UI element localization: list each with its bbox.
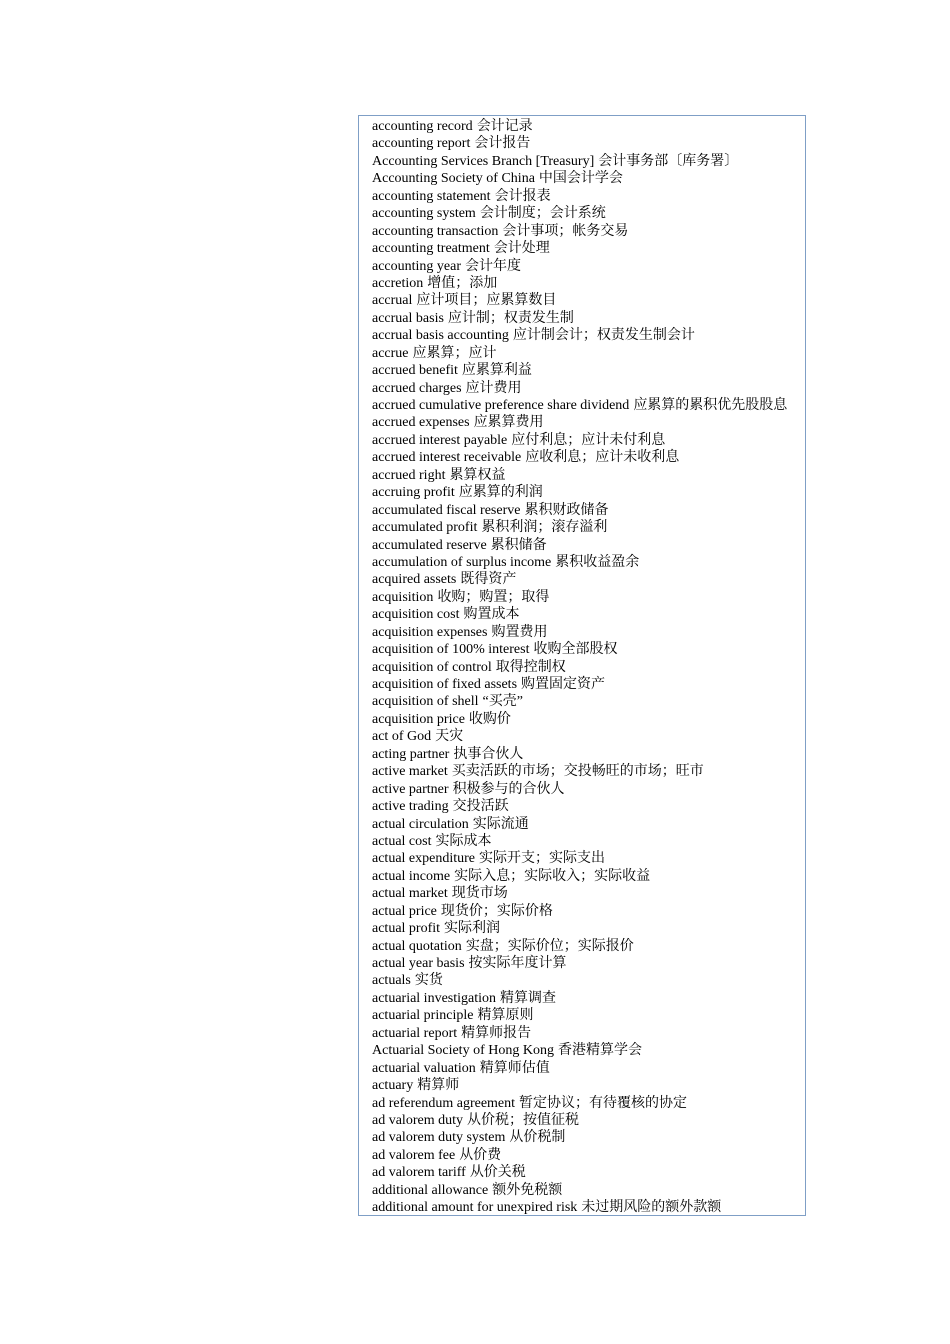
entry-chinese-term: 会计报告	[474, 136, 531, 152]
entry-chinese-term: 买卖活跃的市场；交投畅旺的市场；旺市	[451, 764, 704, 780]
glossary-entry	[372, 240, 805, 257]
entry-english-term: actual profit	[372, 921, 441, 937]
entry-chinese-term: 实际流通	[472, 816, 529, 832]
entry-english-term: accrued right	[372, 467, 446, 483]
entry-english-term: acquisition of control	[372, 659, 492, 675]
entry-english-term: accounting statement	[372, 188, 491, 204]
entry-chinese-term: 积极参与的合伙人	[452, 781, 565, 797]
entry-english-term: actual quotation	[372, 938, 462, 954]
entry-chinese-term: 应计制；权责发生制	[447, 310, 574, 326]
entry-chinese-term: 从价税；按值征税	[466, 1112, 579, 1128]
entry-chinese-term: 应累算；应计	[412, 345, 497, 361]
glossary-entry	[372, 135, 805, 152]
entry-english-term: acquisition price	[372, 711, 465, 727]
glossary-entry	[372, 589, 805, 606]
glossary-entry	[372, 816, 805, 833]
glossary-entry	[372, 432, 805, 449]
glossary-entry	[372, 275, 805, 292]
entry-chinese-term: 会计记录	[476, 119, 533, 134]
entry-english-term: additional allowance	[372, 1182, 489, 1198]
entry-chinese-term: 中国会计学会	[538, 171, 623, 187]
entry-english-term: active trading	[372, 799, 449, 815]
entry-english-term: ad valorem fee	[372, 1147, 456, 1163]
entry-chinese-term: 应收利息；应计未收利息	[525, 450, 680, 466]
entry-chinese-term: 交投活跃	[452, 799, 509, 815]
entry-chinese-term: 收购价	[468, 711, 511, 727]
glossary-entry	[372, 1129, 805, 1146]
entry-chinese-term: 实际入息；实际收入；实际收益	[454, 868, 651, 884]
entry-chinese-term: 增值；添加	[427, 275, 498, 291]
entry-chinese-term: “买壳”	[482, 694, 523, 710]
entry-english-term: accrued charges	[372, 380, 462, 396]
entry-english-term: accrued cumulative preference share dividend	[372, 398, 630, 413]
entry-chinese-term: 应累算的利润	[458, 485, 543, 501]
entry-english-term: accrued interest receivable	[372, 450, 522, 466]
entry-english-term: accrued interest payable	[372, 432, 508, 448]
glossary-entry	[372, 1095, 805, 1112]
entry-chinese-term: 购置固定资产	[521, 677, 606, 692]
entry-english-term: accruing profit	[372, 485, 455, 501]
entry-chinese-term: 实货	[414, 973, 443, 989]
entry-chinese-term: 会计制度；会计系统	[479, 206, 606, 222]
entry-english-term: accounting transaction	[372, 223, 499, 239]
entry-chinese-term: 天灾	[435, 729, 464, 745]
glossary-entry	[372, 380, 805, 397]
entry-english-term: accounting record	[372, 119, 473, 134]
glossary-entry	[372, 728, 805, 745]
entry-chinese-term: 从价关税	[469, 1165, 526, 1181]
glossary-entry	[372, 1164, 805, 1181]
entry-english-term: accounting year	[372, 258, 462, 274]
glossary-entry	[372, 554, 805, 571]
entry-chinese-term: 应计项目；应累算数目	[416, 293, 557, 309]
glossary-entry	[372, 1182, 805, 1199]
entry-chinese-term: 会计处理	[493, 241, 550, 257]
entry-english-term: accumulated profit	[372, 520, 478, 536]
entry-english-term: accounting system	[372, 206, 476, 222]
glossary-entry	[372, 641, 805, 658]
entry-english-term: actuary	[372, 1078, 414, 1094]
glossary-entry	[372, 310, 805, 327]
entry-english-term: ad valorem tariff	[372, 1165, 466, 1181]
entry-english-term: accounting treatment	[372, 241, 490, 257]
glossary-entry	[372, 571, 805, 588]
entry-english-term: actuarial report	[372, 1025, 458, 1041]
entry-chinese-term: 购置费用	[491, 624, 548, 640]
entry-chinese-term: 会计年度	[465, 258, 522, 274]
glossary-entry	[372, 170, 805, 187]
glossary-entry	[372, 327, 805, 344]
entry-english-term: accrued expenses	[372, 415, 470, 431]
entry-chinese-term: 应计费用	[465, 380, 522, 396]
glossary-entry	[372, 1025, 805, 1042]
entry-chinese-term: 实际利润	[444, 921, 501, 937]
entry-english-term: actual cost	[372, 833, 432, 849]
glossary-entry	[372, 1077, 805, 1094]
entry-english-term: actual market	[372, 886, 448, 902]
entry-english-term: actual income	[372, 868, 451, 884]
entry-english-term: Accounting Society of China	[372, 171, 535, 187]
glossary-entry	[372, 345, 805, 362]
glossary-entry	[372, 972, 805, 989]
entry-chinese-term: 应累算的累积优先股股息	[633, 398, 788, 413]
entry-chinese-term: 精算原则	[477, 1008, 534, 1024]
glossary-entry	[372, 537, 805, 554]
entry-chinese-term: 现货市场	[451, 886, 508, 902]
glossary-entry	[372, 763, 805, 780]
entry-chinese-term: 购置成本	[463, 607, 520, 623]
entry-english-term: actual price	[372, 903, 437, 919]
entry-english-term: acquisition cost	[372, 607, 460, 623]
glossary-entry	[372, 223, 805, 240]
entry-chinese-term: 取得控制权	[495, 659, 566, 675]
entry-english-term: ad referendum agreement	[372, 1095, 516, 1111]
glossary-entry	[372, 711, 805, 728]
glossary-entry	[372, 1060, 805, 1077]
glossary-entry	[372, 868, 805, 885]
entry-chinese-term: 实盘；实际价位；实际报价	[465, 938, 634, 954]
glossary-entry	[372, 1007, 805, 1024]
entry-chinese-term: 精算师	[417, 1078, 460, 1094]
entry-english-term: accumulation of surplus income	[372, 554, 552, 570]
glossary-entry	[372, 1112, 805, 1129]
entry-chinese-term: 收购全部股权	[533, 642, 618, 658]
entry-chinese-term: 现货价；实际价格	[440, 903, 553, 919]
entry-english-term: acquisition	[372, 589, 434, 605]
glossary-entry	[372, 292, 805, 309]
entry-english-term: active partner	[372, 781, 449, 797]
entry-chinese-term: 应累算费用	[473, 415, 544, 431]
glossary-entry	[372, 781, 805, 798]
glossary-entry	[372, 414, 805, 431]
glossary-entry	[372, 938, 805, 955]
glossary-entry	[372, 920, 805, 937]
entry-chinese-term: 实际成本	[435, 833, 492, 849]
entry-english-term: actuarial valuation	[372, 1060, 476, 1076]
entry-chinese-term: 精算师估值	[479, 1060, 550, 1076]
entry-english-term: ad valorem duty system	[372, 1130, 506, 1146]
entry-english-term: additional amount for unexpired risk	[372, 1200, 578, 1216]
entry-chinese-term: 从价税制	[509, 1130, 566, 1146]
entry-chinese-term: 执事合伙人	[453, 746, 524, 762]
entry-chinese-term: 按实际年度计算	[468, 956, 567, 971]
glossary-box	[358, 115, 806, 1216]
glossary-entry	[372, 153, 805, 170]
entry-chinese-term: 香港精算学会	[557, 1043, 642, 1059]
glossary-entry	[372, 258, 805, 275]
glossary-entry	[372, 833, 805, 850]
entry-english-term: active market	[372, 764, 448, 780]
entry-english-term: acquisition of fixed assets	[372, 677, 518, 692]
glossary-entry	[372, 205, 805, 222]
entry-english-term: acting partner	[372, 746, 450, 762]
glossary-entry	[372, 519, 805, 536]
entry-english-term: accretion	[372, 275, 424, 291]
entry-english-term: accrual basis accounting	[372, 328, 509, 344]
glossary-entry	[372, 188, 805, 205]
entry-chinese-term: 收购；购置；取得	[437, 589, 550, 605]
glossary-entry	[372, 502, 805, 519]
glossary-entry	[372, 362, 805, 379]
entry-chinese-term: 精算师报告	[461, 1025, 532, 1041]
glossary-entry	[372, 903, 805, 920]
entry-chinese-term: 会计事项；帐务交易	[502, 223, 629, 239]
entry-english-term: accumulated reserve	[372, 537, 487, 553]
entry-english-term: Accounting Services Branch [Treasury]	[372, 153, 595, 169]
entry-english-term: accounting report	[372, 136, 471, 152]
entry-english-term: ad valorem duty	[372, 1112, 463, 1128]
glossary-entry	[372, 885, 805, 902]
entry-chinese-term: 累算权益	[449, 467, 506, 483]
entry-chinese-term: 累积利润；滚存溢利	[481, 520, 608, 536]
entry-english-term: actuals	[372, 973, 411, 989]
entry-chinese-term: 应累算利益	[461, 363, 532, 379]
entry-english-term: actual year basis	[372, 956, 465, 971]
glossary-entry	[372, 484, 805, 501]
entry-english-term: accrue	[372, 345, 409, 361]
glossary-entry	[372, 693, 805, 710]
entry-english-term: accrual	[372, 293, 413, 309]
entry-english-term: acquisition of shell	[372, 694, 479, 710]
entry-chinese-term: 从价费	[459, 1147, 502, 1163]
entry-english-term: act of God	[372, 729, 432, 745]
entry-english-term: acquisition of 100% interest	[372, 642, 530, 658]
glossary-entry	[372, 118, 805, 135]
entry-chinese-term: 累积财政储备	[524, 502, 609, 518]
glossary-entry	[372, 467, 805, 484]
glossary-entry	[372, 955, 805, 972]
entry-chinese-term: 累积收益盈余	[555, 554, 640, 570]
entry-english-term: accrual basis	[372, 310, 444, 326]
entry-english-term: actuarial investigation	[372, 990, 497, 1006]
entry-english-term: Actuarial Society of Hong Kong	[372, 1043, 554, 1059]
entry-english-term: actuarial principle	[372, 1008, 474, 1024]
glossary-entry	[372, 659, 805, 676]
entry-chinese-term: 精算调查	[500, 990, 557, 1006]
entry-chinese-term: 应付利息；应计未付利息	[511, 432, 666, 448]
glossary-entry	[372, 676, 805, 693]
entry-chinese-term: 会计报表	[494, 188, 551, 204]
entry-english-term: actual circulation	[372, 816, 469, 832]
entry-english-term: acquisition expenses	[372, 624, 488, 640]
entry-chinese-term: 未过期风险的额外款额	[581, 1200, 722, 1216]
glossary-entry	[372, 397, 805, 414]
glossary-entry	[372, 1199, 805, 1216]
glossary-entry	[372, 449, 805, 466]
glossary-entry	[372, 990, 805, 1007]
entry-english-term: accumulated fiscal reserve	[372, 502, 521, 518]
entry-chinese-term: 累积储备	[490, 537, 547, 553]
entry-english-term: accrued benefit	[372, 363, 458, 379]
glossary-entry	[372, 798, 805, 815]
glossary-entry	[372, 624, 805, 641]
entry-chinese-term: 暂定协议；有待覆核的协定	[519, 1095, 688, 1111]
entry-chinese-term: 实际开支；实际支出	[479, 851, 606, 867]
glossary-entry	[372, 1042, 805, 1059]
entry-english-term: actual expenditure	[372, 851, 476, 867]
glossary-entry	[372, 606, 805, 623]
entry-english-term: acquired assets	[372, 572, 457, 588]
entry-chinese-term: 应计制会计；权责发生制会计	[512, 328, 695, 344]
entry-chinese-term: 额外免税额	[492, 1182, 563, 1198]
entry-chinese-term: 会计事务部〔库务署〕	[598, 153, 739, 169]
glossary-entry	[372, 850, 805, 867]
entry-chinese-term: 既得资产	[460, 572, 517, 588]
glossary-entry	[372, 1147, 805, 1164]
glossary-entry	[372, 746, 805, 763]
